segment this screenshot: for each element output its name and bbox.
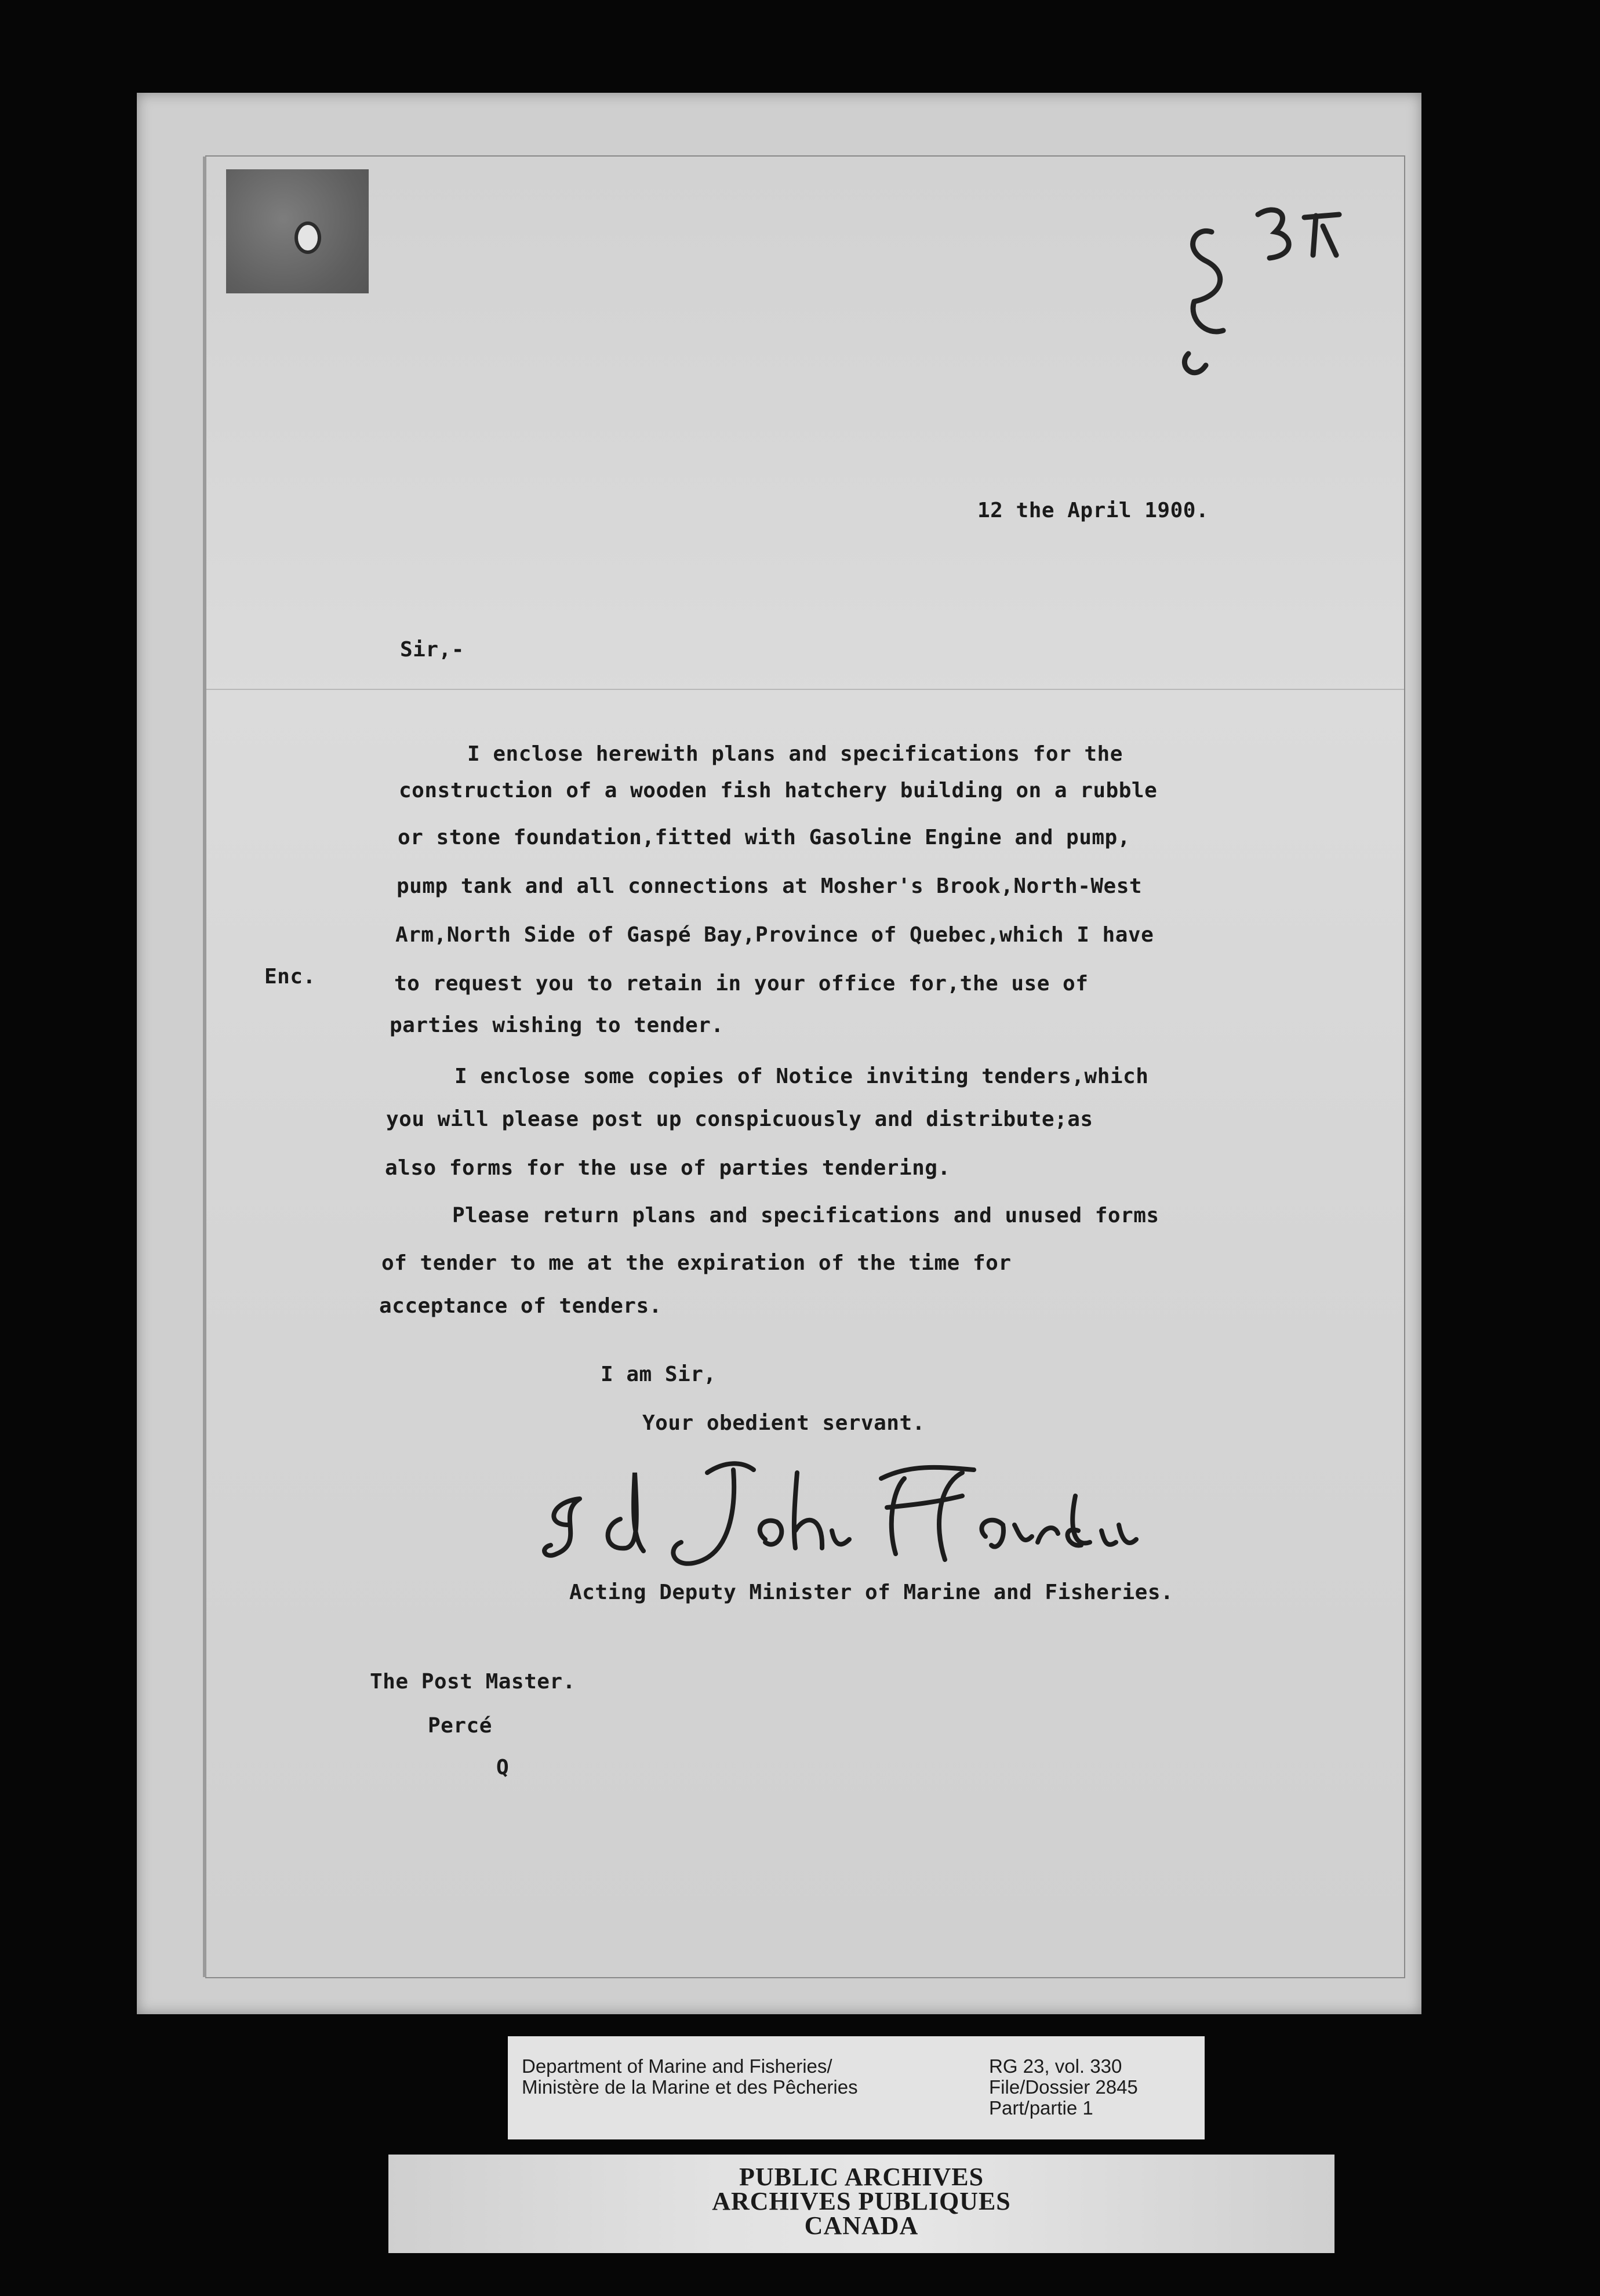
handwritten-file-mark xyxy=(1171,191,1362,383)
label-record-group: RG 23, vol. 330 xyxy=(989,2055,1122,2077)
salutation: Sir,- xyxy=(400,638,464,662)
margin-note-enclosure: Enc. xyxy=(264,965,316,989)
body-line: to request you to retain in your office for,the use of xyxy=(394,972,1089,996)
public-archives-stamp xyxy=(388,2155,1334,2253)
body-line: Arm,North Side of Gaspé Bay,Province of Quebec,which I have xyxy=(395,923,1154,947)
body-line: parties wishing to tender. xyxy=(390,1013,724,1037)
stamp-line-fr: ARCHIVES PUBLIQUES xyxy=(712,2187,1011,2215)
label-department-en: Department of Marine and Fisheries/ xyxy=(522,2055,832,2077)
stamp-line-en: PUBLIC ARCHIVES xyxy=(739,2163,984,2191)
body-line: of tender to me at the expiration of the time for xyxy=(381,1251,1012,1275)
label-department-fr: Ministère de la Marine et des Pêcheries xyxy=(522,2076,858,2098)
label-part-number: Part/partie 1 xyxy=(989,2097,1093,2119)
archive-reference-label xyxy=(508,2036,1205,2139)
body-line: Please return plans and specifications and unused forms xyxy=(452,1204,1159,1227)
body-line: acceptance of tenders. xyxy=(379,1294,662,1318)
body-line: pump tank and all connections at Mosher's Brook,North-West xyxy=(397,874,1143,898)
body-line: construction of a wooden fish hatchery building on a rubble xyxy=(399,779,1158,802)
stamp-line-country: CANADA xyxy=(804,2211,919,2240)
label-file-number: File/Dossier 2845 xyxy=(989,2076,1138,2098)
handwritten-signature xyxy=(533,1438,1142,1589)
body-line: also forms for the use of parties tendering. xyxy=(385,1156,951,1180)
page-fold-line xyxy=(206,689,1404,690)
signer-title: Acting Deputy Minister of Marine and Fisheries. xyxy=(569,1581,1174,1604)
addressee-line: The Post Master. xyxy=(370,1670,576,1694)
addressee-line: Q xyxy=(496,1756,510,1779)
body-line: I enclose herewith plans and specifications for the xyxy=(467,742,1123,766)
punch-hole xyxy=(294,221,321,254)
body-line: I enclose some copies of Notice inviting tenders,which xyxy=(454,1065,1149,1088)
letter-date: 12 the April 1900. xyxy=(977,499,1209,522)
closing-line: Your obedient servant. xyxy=(642,1411,925,1435)
body-line: or stone foundation,fitted with Gasoline Engine and pump, xyxy=(398,826,1130,849)
closing-line: I am Sir, xyxy=(601,1363,717,1386)
body-line: you will please post up conspicuously and distribute;as xyxy=(386,1107,1093,1131)
addressee-line: Percé xyxy=(428,1714,492,1738)
